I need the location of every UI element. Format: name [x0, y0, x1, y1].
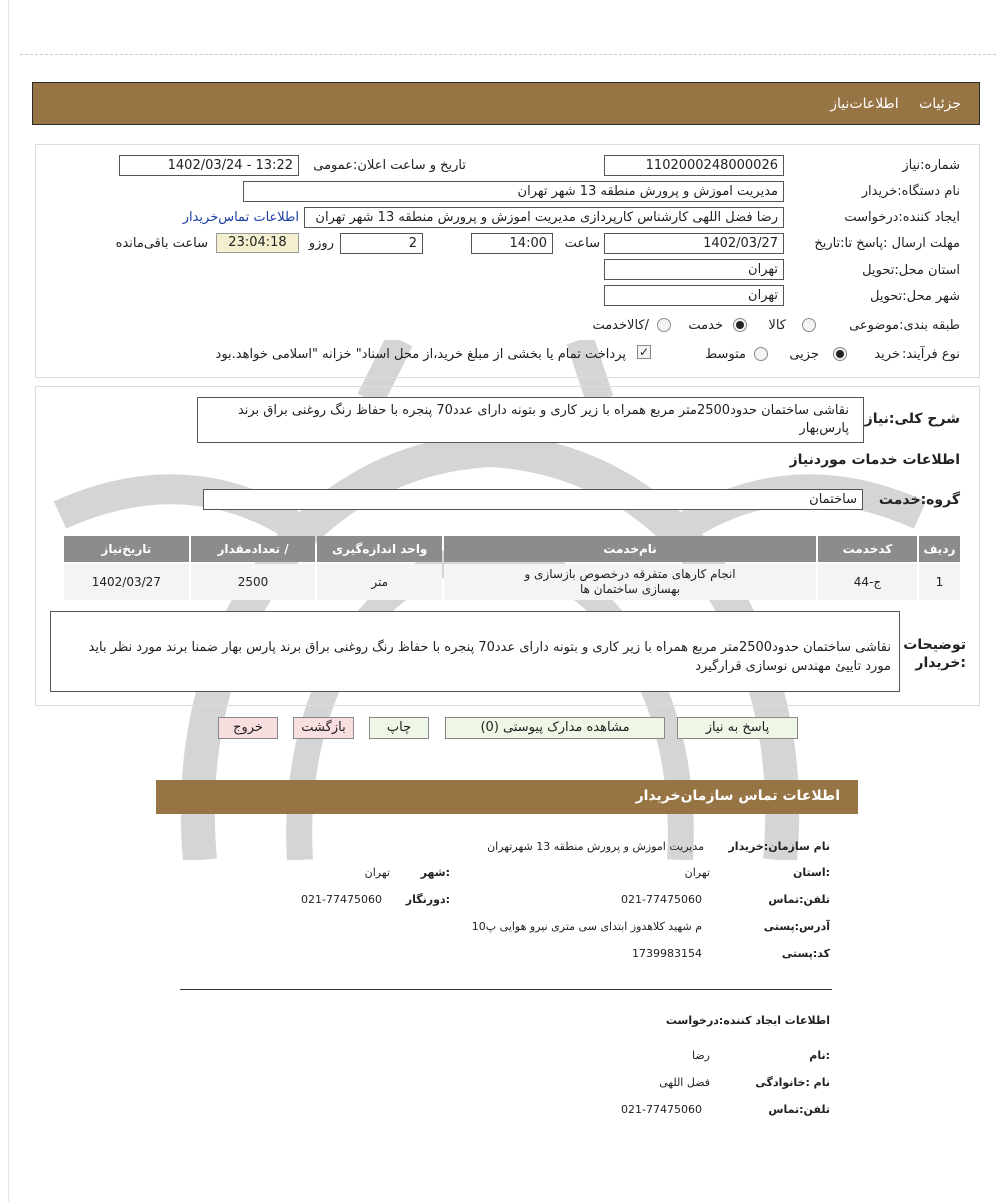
contact-divider	[180, 989, 832, 990]
col-row-header: ردیف	[919, 536, 960, 562]
category-label: طبقه بندی:موضوعی	[849, 318, 960, 333]
org-name-label: نام سازمان:خریدار	[728, 840, 830, 853]
col-date-header: تاریخ‌نیاز	[64, 536, 189, 562]
buyer-notes-label: توضیحات :خریدار	[903, 637, 966, 671]
days-label: روزو	[308, 236, 334, 251]
contact-address-label: آدرس:پستی	[763, 920, 830, 933]
requester-field: رضا فضل اللهی کارشناس کارپردازی مدیریت اموزش و پرورش منطقه 13 شهر تهران	[304, 207, 784, 228]
remaining-timer: 23:04:18	[216, 233, 299, 253]
creator-name-label: :نام	[809, 1049, 830, 1062]
buyer-org-field: مدیریت اموزش و پرورش منطقه 13 شهر تهران	[243, 181, 784, 202]
creator-phone-label: تلفن:تماس	[768, 1103, 830, 1116]
creator-info-title: اطلاعات ایجاد کننده:درخواست	[665, 1014, 830, 1027]
summary-label: شرح کلی:نیاز	[864, 411, 960, 427]
contact-city-value: تهران	[364, 866, 390, 879]
creator-family-value: فضل اللهی	[659, 1076, 710, 1089]
summary-text: نقاشی ساختمان حدود2500متر مربع همراه با زیر کاری و بتونه دارای عدد70 پنجره با حفاظ رنگ روغنی براق برند پارس‌بهار	[197, 397, 864, 443]
province-field: تهران	[604, 259, 784, 280]
need-number-label: شماره:نیاز	[902, 158, 960, 173]
category-goods-label: کالا	[768, 318, 786, 333]
cell-qty: 2500	[191, 564, 316, 600]
col-qty-header: / تعدادمقدار	[191, 536, 316, 562]
table-row	[64, 564, 960, 600]
cell-row: 1	[919, 564, 960, 600]
buyer-contact-link[interactable]: اطلاعات تماس‌خریدار	[182, 210, 299, 225]
buyer-org-label: نام دستگاه:خریدار	[861, 184, 960, 199]
process-medium-label: متوسط	[705, 347, 746, 362]
province-label: استان محل:تحویل	[862, 263, 960, 278]
category-goods-service-label: /کالاخدمت	[592, 318, 649, 333]
col-code-header: کدخدمت	[818, 536, 917, 562]
contact-fax-value: 021-77475060	[301, 893, 382, 906]
cell-date: 1402/03/27	[64, 564, 189, 600]
process-buy-label: خرید	[874, 347, 900, 362]
category-goods-service-radio[interactable]	[657, 318, 671, 332]
creator-name-value: رضا	[691, 1049, 710, 1062]
days-field: 2	[340, 233, 423, 254]
buyer-contact-title: اطلاعات تماس سازمان‌خریدار	[635, 788, 840, 804]
view-documents-button[interactable]: مشاهده مدارک پیوستی (0)	[445, 717, 665, 739]
service-group-field: ساختمان	[203, 489, 863, 510]
contact-postal-label: کد:پستی	[781, 947, 830, 960]
need-number-field: 1102000248000026	[604, 155, 784, 176]
contact-postal-value: 1739983154	[632, 947, 702, 960]
page-left-border	[8, 0, 9, 1202]
cell-name: انجام کارهای متفرقه درخصوص بازسازی و بهسازی ساختمان ها	[444, 564, 816, 600]
table-header-row	[64, 536, 960, 562]
treasury-payment-note: پرداخت تمام یا بخشی از مبلغ خرید،از محل اسناد" خزانه "اسلامی خواهد.بود	[215, 347, 626, 362]
tab-need-info[interactable]: اطلاعات‌نیاز	[830, 96, 899, 112]
deadline-label: مهلت ارسال :پاسخ تا:تاریخ	[814, 236, 960, 251]
need-info-panel	[35, 144, 980, 378]
city-label: شهر محل:تحویل	[870, 289, 960, 304]
tab-details[interactable]: جزئیات	[919, 96, 961, 112]
remaining-label: ساعت باقی‌مانده	[115, 236, 208, 251]
treasury-payment-checkbox[interactable]: ✓	[638, 345, 650, 359]
respond-button[interactable]: پاسخ به نیاز	[677, 717, 798, 739]
category-service-radio[interactable]	[733, 318, 747, 332]
contact-province-label: :استان	[793, 866, 830, 879]
col-unit-header: واحد اندازه‌گیری	[317, 536, 442, 562]
deadline-time-field: 14:00	[471, 233, 553, 254]
process-medium-radio[interactable]	[754, 347, 768, 361]
category-goods-radio[interactable]	[802, 318, 816, 332]
contact-province-value: تهران	[684, 866, 710, 879]
cell-unit: متر	[317, 564, 442, 600]
org-name-value: مدیریت اموزش و پرورش منطقه 13 شهرتهران	[487, 840, 704, 853]
process-minor-radio[interactable]	[833, 347, 847, 361]
creator-family-label: نام :خانوادگی	[755, 1076, 830, 1089]
announce-date-label: تاریخ و ساعت اعلان:عمومی	[313, 158, 466, 173]
services-heading: اطلاعات خدمات موردنیاز	[789, 452, 960, 468]
contact-phone-value: 021-77475060	[621, 893, 702, 906]
top-header-bar	[32, 82, 980, 125]
contact-city-label: :شهر	[420, 866, 450, 879]
category-service-label: خدمت	[688, 318, 723, 333]
contact-fax-label: :دورنگار	[405, 893, 450, 906]
city-field: تهران	[604, 285, 784, 306]
top-divider	[20, 54, 996, 55]
col-name-header: نام‌خدمت	[444, 536, 816, 562]
buyer-notes-text: نقاشی ساختمان حدود2500متر مربع همراه با زیر کاری و بتونه دارای عدد70 پنجره با حفاظ رنگ روغنی براق برند پارس بهار ضمنا برند مورد نظر باید مورد تاییئ مهندس نوسازی قرارگیرد	[50, 611, 900, 692]
contact-phone-label: تلفن:تماس	[768, 893, 830, 906]
requester-label: ایجاد کننده:درخواست	[844, 210, 960, 225]
buyer-contact-header	[156, 780, 858, 814]
service-group-label: گروه:خدمت	[878, 492, 960, 508]
deadline-date-field: 1402/03/27	[604, 233, 784, 254]
cell-code: ج-44	[818, 564, 917, 600]
header-tabs	[814, 96, 961, 112]
announce-date-field: 1402/03/24 - 13:22	[119, 155, 299, 176]
exit-button[interactable]: خروج	[218, 717, 278, 739]
contact-address-value: م شهید کلاهدوز ابتدای سی متری نیرو هوایی پ10	[471, 920, 702, 933]
creator-phone-value: 021-77475060	[621, 1103, 702, 1116]
services-table	[62, 534, 962, 602]
print-button[interactable]: چاپ	[369, 717, 429, 739]
process-minor-label: جزیی	[789, 347, 819, 362]
deadline-time-label: ساعت	[564, 236, 600, 251]
process-type-label: نوع فرآیند:	[902, 347, 960, 362]
back-button[interactable]: بازگشت	[293, 717, 354, 739]
